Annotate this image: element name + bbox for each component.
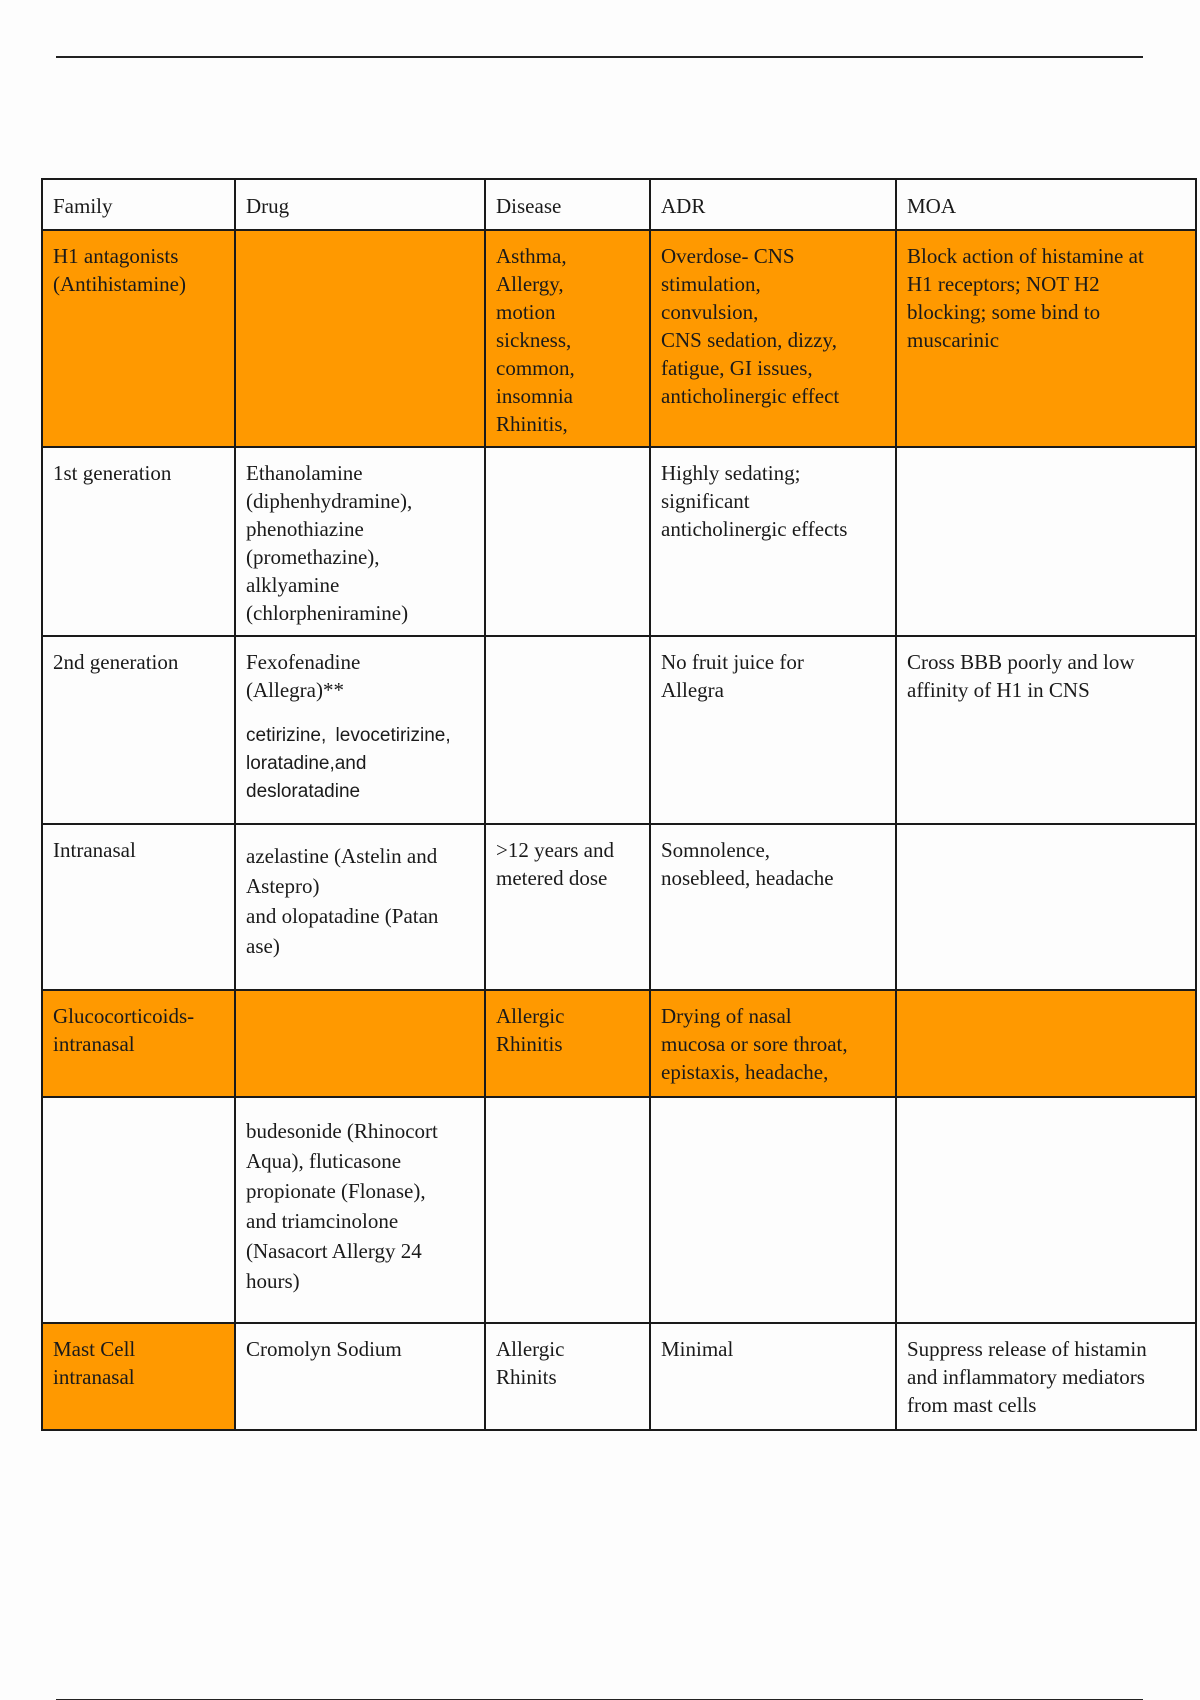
family-cell	[42, 447, 235, 636]
text-line: mucosa or sore throat,	[661, 1032, 848, 1056]
disease-cell	[485, 1323, 650, 1430]
family-cell	[42, 636, 235, 824]
adr-cell	[650, 1323, 896, 1430]
text-line: intranasal	[53, 1032, 135, 1056]
text-line: budesonide (Rhinocort	[246, 1119, 438, 1143]
drug-cell	[235, 1323, 485, 1430]
text-line: Cromolyn Sodium	[246, 1337, 402, 1361]
text-line: H1 antagonists	[53, 244, 179, 268]
text-line: sickness,	[496, 328, 572, 352]
text-line: Allergic	[496, 1337, 565, 1361]
text-line: Intranasal	[53, 838, 136, 862]
adr-cell	[650, 990, 896, 1097]
disease-cell	[485, 990, 650, 1097]
drug-cell	[235, 636, 485, 824]
disease-cell	[485, 447, 650, 636]
text-line: Allergic	[496, 1004, 565, 1028]
text-line: CNS sedation, dizzy,	[661, 328, 837, 352]
text-line: blocking; some bind to	[907, 300, 1101, 324]
family-cell	[42, 990, 235, 1097]
text-line: H1 receptors; NOT H2	[907, 272, 1100, 296]
adr-cell	[650, 230, 896, 447]
moa-cell	[896, 1097, 1196, 1323]
adr-cell	[650, 447, 896, 636]
text-line: metered dose	[496, 866, 608, 890]
text-line: anticholinergic effect	[661, 384, 840, 408]
text-line: Minimal	[661, 1337, 734, 1361]
header-family: Family	[42, 179, 235, 230]
text-line: Ethanolamine	[246, 461, 363, 485]
adr-cell	[650, 824, 896, 990]
table-row	[42, 824, 1196, 990]
text-line: intranasal	[53, 1365, 135, 1389]
text-line: motion	[496, 300, 556, 324]
moa-cell	[896, 1323, 1196, 1430]
text-line: Rhinitis	[496, 1032, 563, 1056]
moa-cell	[896, 990, 1196, 1097]
drug-cell	[235, 1097, 485, 1323]
header-drug: Drug	[235, 179, 485, 230]
text-line: muscarinic	[907, 328, 1000, 352]
text-line: Cross BBB poorly and low	[907, 650, 1135, 674]
header-adr: ADR	[650, 179, 896, 230]
text-line: Asthma,	[496, 244, 567, 268]
text-line: (chlorpheniramine)	[246, 601, 409, 625]
table-row	[42, 1097, 1196, 1323]
text-line: (Nasacort Allergy 24	[246, 1239, 422, 1263]
text-line: loratadine,and	[246, 753, 367, 774]
text-line: Highly sedating;	[661, 461, 801, 485]
text-line: phenothiazine	[246, 517, 364, 541]
text-line: Rhinitis,	[496, 412, 568, 436]
text-line: from mast cells	[907, 1393, 1037, 1417]
text-line: Aqua), fluticasone	[246, 1149, 402, 1173]
disease-cell	[485, 230, 650, 447]
text-line: >12 years and	[496, 838, 614, 862]
text-line: and triamcinolone	[246, 1209, 399, 1233]
text-line: stimulation,	[661, 272, 761, 296]
drug-cell	[235, 824, 485, 990]
text-line: No fruit juice for	[661, 650, 804, 674]
disease-cell	[485, 824, 650, 990]
text-line: common,	[496, 356, 575, 380]
text-line: (Antihistamine)	[53, 272, 186, 296]
text-line: Fexofenadine	[246, 650, 361, 674]
text-line: affinity of H1 in CNS	[907, 678, 1090, 702]
text-line: ase)	[246, 934, 280, 958]
text-line: Block action of histamine at	[907, 244, 1144, 268]
moa-cell	[896, 447, 1196, 636]
text-line: (promethazine),	[246, 545, 380, 569]
drug-cell	[235, 447, 485, 636]
text-line: propionate (Flonase),	[246, 1179, 426, 1203]
text-line: Somnolence,	[661, 838, 771, 862]
text-line: Glucocorticoids-	[53, 1004, 195, 1028]
drug-table	[41, 178, 1197, 1431]
disease-cell	[485, 1097, 650, 1323]
moa-cell	[896, 824, 1196, 990]
moa-cell	[896, 230, 1196, 447]
table-row	[42, 1323, 1196, 1430]
text-line: (Allegra)**	[246, 678, 344, 702]
text-line: Mast Cell	[53, 1337, 136, 1361]
text-line: convulsion,	[661, 300, 759, 324]
text-line: azelastine (Astelin and	[246, 844, 438, 868]
text-line: insomnia	[496, 384, 573, 408]
text-line: hours)	[246, 1269, 300, 1293]
text-line: 1st generation	[53, 461, 172, 485]
text-line: epistaxis, headache,	[661, 1060, 829, 1084]
text-line: alklyamine	[246, 573, 340, 597]
moa-cell	[896, 636, 1196, 824]
table-row	[42, 447, 1196, 636]
text-line: Rhinits	[496, 1365, 557, 1389]
header-moa: MOA	[896, 179, 1196, 230]
text-line: fatigue, GI issues,	[661, 356, 813, 380]
table-header-row	[42, 179, 1196, 230]
text-line: Allegra	[661, 678, 724, 702]
text-line: Astepro)	[246, 874, 320, 898]
text-line: Suppress release of histamin	[907, 1337, 1147, 1361]
drug-extra-block	[246, 722, 474, 806]
table-row	[42, 636, 1196, 824]
text-line: anticholinergic effects	[661, 517, 848, 541]
text-line: Drying of nasal	[661, 1004, 792, 1028]
family-cell	[42, 824, 235, 990]
family-cell	[42, 1097, 235, 1323]
drug-cell	[235, 230, 485, 447]
text-line: Overdose- CNS	[661, 244, 795, 268]
text-line: and olopatadine (Patan	[246, 904, 439, 928]
drug-cell	[235, 990, 485, 1097]
family-cell	[42, 230, 235, 447]
top-rule	[56, 56, 1143, 58]
adr-cell	[650, 636, 896, 824]
disease-cell	[485, 636, 650, 824]
text-line: 2nd generation	[53, 650, 179, 674]
header-disease: Disease	[485, 179, 650, 230]
text-line: nosebleed, headache	[661, 866, 834, 890]
text-line: and inflammatory mediators	[907, 1365, 1145, 1389]
family-cell	[42, 1323, 235, 1430]
table-row	[42, 230, 1196, 447]
text-line: cetirizine, levocetirizine,	[246, 725, 451, 746]
adr-cell	[650, 1097, 896, 1323]
text-line: (diphenhydramine),	[246, 489, 413, 513]
text-line: desloratadine	[246, 781, 361, 802]
text-line: significant	[661, 489, 750, 513]
table-row	[42, 990, 1196, 1097]
text-line: Allergy,	[496, 272, 564, 296]
